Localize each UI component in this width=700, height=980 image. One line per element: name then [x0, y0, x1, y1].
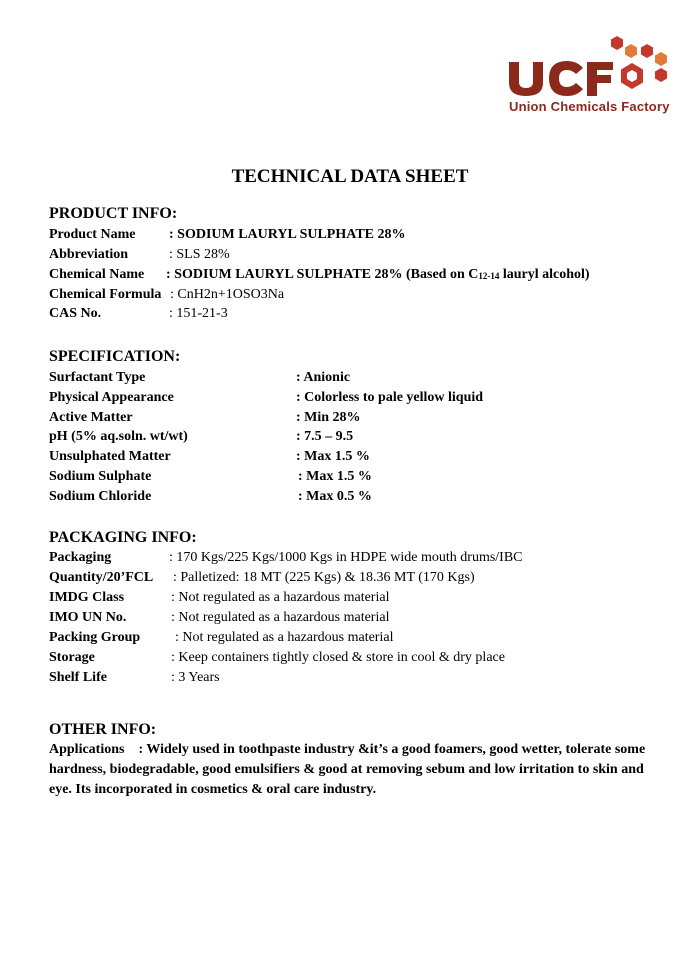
spec-label: pH (5% aq.soln. wt/wt) [49, 429, 188, 444]
packaging-value: : Not regulated as a hazardous material [171, 590, 390, 605]
spec-value: : Anionic [296, 370, 351, 385]
packaging-value: : Not regulated as a hazardous material [171, 610, 390, 625]
packaging-value: : 3 Years [171, 670, 220, 685]
packaging-value: : Not regulated as a hazardous material [175, 630, 394, 645]
company-logo [505, 30, 680, 125]
chemical-formula-label: Chemical Formula [49, 287, 162, 302]
packaging-value: : 170 Kgs/225 Kgs/1000 Kgs in HDPE wide mouth drums/IBC [169, 550, 523, 565]
spec-label: Physical Appearance [49, 390, 174, 405]
packaging-value: : Keep containers tightly closed & store in cool & dry place [171, 650, 505, 665]
chemical-formula-value: : CnH2n+1OSO3Na [170, 287, 285, 302]
spec-label: Active Matter [49, 410, 133, 425]
spec-label: Sodium Sulphate [49, 469, 152, 484]
packaging-info-heading: PACKAGING INFO: [49, 529, 197, 546]
packaging-label: Storage [49, 650, 95, 665]
chemical-name-label: Chemical Name [49, 267, 145, 282]
packaging-label: Packaging [49, 550, 112, 565]
packaging-value: : Palletized: 18 MT (225 Kgs) & 18.36 MT (170 Kgs) [173, 570, 475, 585]
specification-heading: SPECIFICATION: [49, 348, 181, 365]
ucf-logo-mark [505, 30, 680, 100]
packaging-label: Quantity/20’FCL [49, 570, 154, 585]
product-name-label: Product Name [49, 227, 136, 242]
spec-value: : 7.5 – 9.5 [296, 429, 354, 444]
spec-label: Sodium Chloride [49, 489, 152, 504]
product-info-heading: PRODUCT INFO: [49, 205, 178, 222]
logo-tagline: Union Chemicals Factory [509, 99, 670, 114]
chemical-name-value: : SODIUM LAURYL SULPHATE 28% (Based on $C_{12-14}$ lauryl alcohol) [166, 267, 590, 282]
spec-label: Unsulphated Matter [49, 449, 171, 464]
packaging-label: IMDG Class [49, 590, 125, 605]
packaging-label: Packing Group [49, 630, 141, 645]
spec-value: : Colorless to pale yellow liquid [296, 390, 484, 405]
cas-no-label: CAS No. [49, 306, 102, 321]
spec-label: Surfactant Type [49, 370, 146, 385]
product-name-value: : SODIUM LAURYL SULPHATE 28% [169, 227, 406, 242]
document-title: TECHNICAL DATA SHEET [231, 166, 469, 187]
abbreviation-value: : SLS 28% [169, 247, 230, 262]
packaging-label: IMO UN No. [49, 610, 127, 625]
spec-value: : Min 28% [296, 410, 361, 425]
packaging-label: Shelf Life [49, 670, 107, 685]
spec-value: : Max 1.5 % [298, 469, 372, 484]
abbreviation-label: Abbreviation [49, 247, 129, 262]
applications-label: Applications [49, 742, 125, 757]
applications-text: : Widely used in toothpaste industry &it’s a good foamers, good wetter, tolerate some hardness, biodegradable, good emulsifiers & good at removing sebum and low irritation to skin and eye. Its incorporated in cosmetics & oral care industry. [49, 742, 646, 797]
spec-value: : Max 1.5 % [296, 449, 370, 464]
other-info-heading: OTHER INFO: [49, 721, 157, 738]
spec-value: : Max 0.5 % [298, 489, 372, 504]
applications-paragraph [49, 740, 649, 800]
cas-no-value: : 151-21-3 [169, 306, 228, 321]
